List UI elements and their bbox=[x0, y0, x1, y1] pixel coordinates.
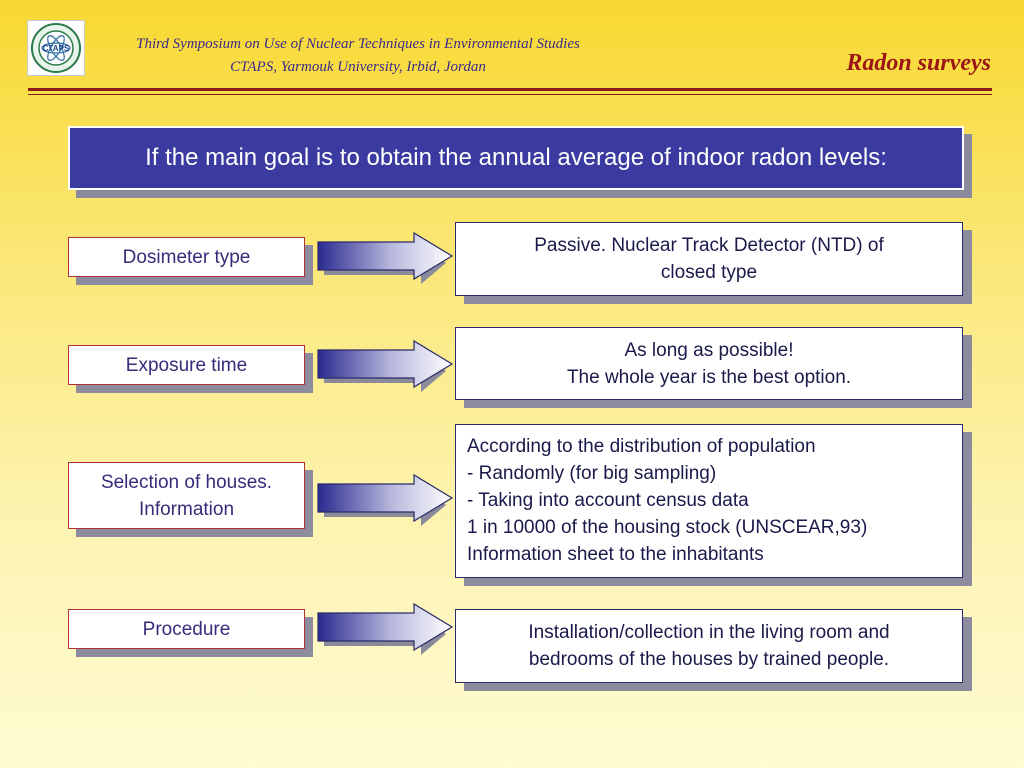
description-line: - Randomly (for big sampling) bbox=[467, 463, 717, 484]
label-line: Information bbox=[138, 498, 235, 520]
label-line: Procedure bbox=[142, 618, 231, 640]
symposium-location: CTAPS, Yarmouk University, Irbid, Jordan bbox=[230, 59, 486, 75]
header-divider bbox=[28, 88, 992, 91]
description-line: As long as possible! bbox=[624, 339, 794, 361]
svg-text:CTAPS: CTAPS bbox=[42, 44, 70, 53]
label-selection-of-houses bbox=[68, 462, 305, 529]
label-line: Dosimeter type bbox=[122, 246, 251, 268]
header-divider-thin bbox=[28, 94, 992, 95]
description-line: According to the distribution of population bbox=[467, 436, 816, 457]
description-line: - Taking into account census data bbox=[467, 490, 749, 511]
label-exposure-time bbox=[68, 345, 305, 385]
goal-banner: If the main goal is to obtain the annual average of indoor radon levels: bbox=[68, 126, 964, 190]
description-line: bedrooms of the houses by trained people. bbox=[528, 649, 890, 670]
right-arrow-icon bbox=[316, 230, 458, 286]
description-dosimeter-type bbox=[455, 222, 963, 296]
label-line: Selection of houses. bbox=[100, 471, 273, 493]
ctaps-logo bbox=[27, 20, 85, 76]
description-line: Passive. Nuclear Track Detector (NTD) of bbox=[534, 235, 884, 256]
description-line: Information sheet to the inhabitants bbox=[467, 544, 764, 565]
description-line: Installation/collection in the living room and bbox=[528, 622, 890, 643]
description-line: 1 in 10000 of the housing stock (UNSCEAR,93) bbox=[467, 517, 868, 538]
description-line: closed type bbox=[660, 262, 758, 283]
description-line: The whole year is the best option. bbox=[566, 366, 852, 388]
right-arrow-icon bbox=[316, 472, 458, 528]
description-exposure-time bbox=[455, 327, 963, 400]
description-selection-of-houses bbox=[455, 424, 963, 578]
right-arrow-icon bbox=[316, 601, 458, 657]
right-arrow-icon bbox=[316, 338, 458, 394]
page-title: Radon surveys bbox=[846, 50, 991, 76]
label-procedure bbox=[68, 609, 305, 649]
symposium-title: Third Symposium on Use of Nuclear Techniques in Environmental Studies bbox=[136, 36, 580, 52]
label-dosimeter-type bbox=[68, 237, 305, 277]
description-procedure bbox=[455, 609, 963, 683]
label-line: Exposure time bbox=[125, 354, 248, 376]
